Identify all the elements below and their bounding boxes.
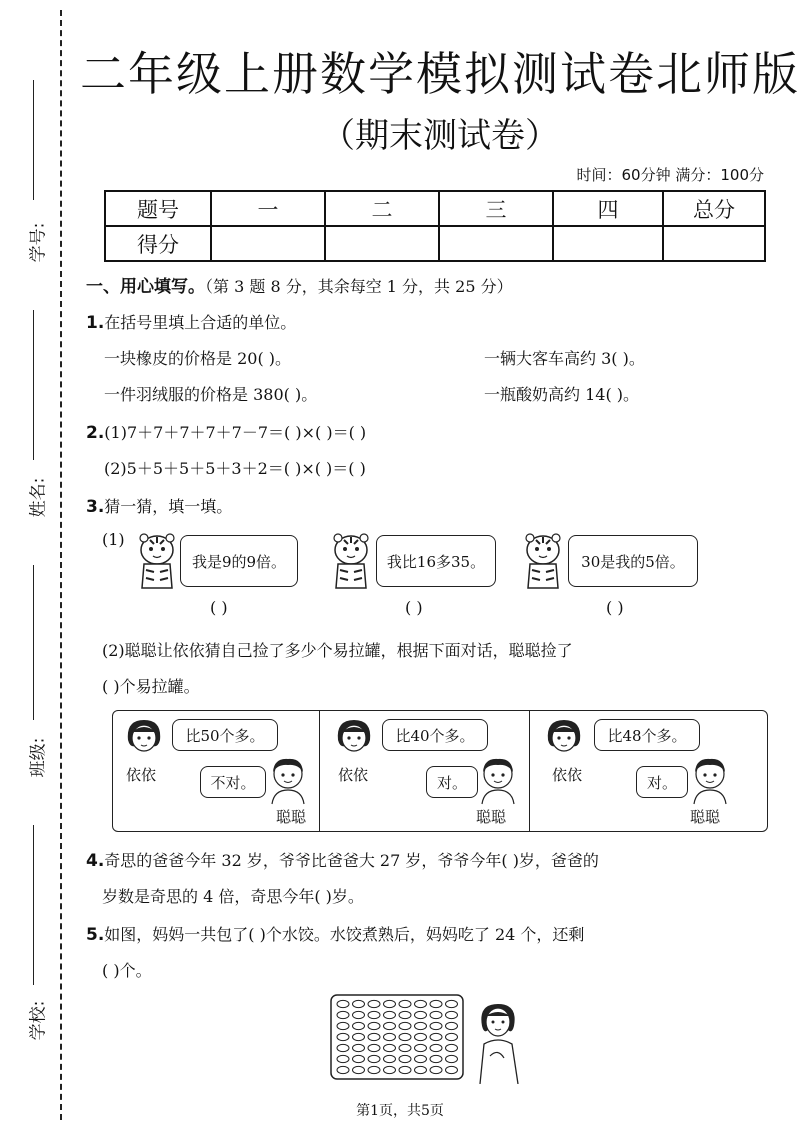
dumpling-icon [415,1011,427,1018]
dumpling-icon [415,1000,427,1007]
dumpling-icon [446,1055,458,1062]
section-title: 一、用心填写。 [86,277,205,297]
dumpling-icon [430,1055,442,1062]
question-text: 猜一猜，填一填。 [104,497,233,516]
dumpling-icon [415,1055,427,1062]
dumpling-icon [368,1066,380,1073]
girl-icon [122,716,166,760]
divider [319,711,320,831]
q1-item: 一瓶酸奶高约 14( )。 [484,385,640,404]
speech-bubble: 30是我的5倍。 [568,535,698,587]
score-input-cell[interactable] [439,226,553,261]
dumpling-icon [353,1044,365,1051]
question-number: 5. [86,925,105,945]
tiger-icon [326,532,376,592]
character-name: 依依 [126,766,157,784]
dumpling-icon [337,1055,349,1062]
page-subtitle: （期末测试卷） [321,116,559,156]
dumpling-icon [430,1022,442,1029]
question-3 [86,494,232,517]
dumpling-icon [384,1044,396,1051]
question-text: 岁数是奇思的 4 倍，奇思今年( )岁。 [102,887,364,906]
school-label: 学校: [28,1000,49,1041]
character-name: 依依 [338,766,369,784]
page-title: 二年级上册数学模拟测试卷北师版 [80,47,800,101]
q1-item: 一辆大客车高约 3( )。 [484,349,645,368]
student-id-rule [33,80,34,200]
dumpling-icon [353,1022,365,1029]
score-table-cell: 总分 [663,191,765,226]
speech-bubble: 不对。 [200,766,266,798]
divider [529,711,530,831]
dumpling-icon [399,1011,411,1018]
score-table-cell: 四 [553,191,663,226]
dumpling-icon [399,1055,411,1062]
dumpling-icon [415,1044,427,1051]
dumpling-icon [337,1000,349,1007]
score-input-cell[interactable] [663,226,765,261]
school-rule [33,825,34,985]
question-2 [86,420,366,443]
section-note: （第 3 题 8 分，其余每空 1 分，共 25 分） [205,277,513,296]
dumpling-icon [384,1066,396,1073]
score-table-header-row [105,191,765,226]
name-label: 姓名: [28,477,49,518]
dumpling-icon [353,1055,365,1062]
class-rule [33,565,34,720]
score-table-cell: 二 [325,191,439,226]
girl-icon [332,716,376,760]
boy-icon [686,756,734,806]
q3-part1-label: (1) [102,530,125,549]
dumpling-icon [368,1055,380,1062]
student-id-label: 学号: [28,222,49,263]
score-input-cell[interactable] [211,226,325,261]
question-number: 3. [86,497,105,517]
q1-item: 一件羽绒服的价格是 380( )。 [104,385,318,404]
question-1 [86,310,296,333]
dumpling-icon [384,1055,396,1062]
score-table-score-row [105,226,765,261]
dumpling-icon [368,1022,380,1029]
dumpling-icon [446,1022,458,1029]
score-input-cell[interactable] [553,226,663,261]
q3-part2-text: (2)聪聪让依依猜自己捡了多少个易拉罐，根据下面对话，聪聪捡了 [102,641,573,660]
character-name: 聪聪 [690,808,721,826]
dumpling-icon [353,1066,365,1073]
dumpling-icon [384,1033,396,1040]
girl-icon [542,716,586,760]
boy-icon [264,756,312,806]
question-text: 奇思的爸爸今年 32 岁，爷爷比爸爸大 27 岁，爷爷今年( )岁，爸爸的 [104,851,599,870]
dumpling-icon [337,1022,349,1029]
speech-bubble: 比48个多。 [594,719,700,751]
score-table [104,190,766,262]
speech-bubble: 对。 [636,766,688,798]
mother-icon [472,1000,526,1084]
tiger-icon [518,532,568,592]
section-heading [86,272,513,297]
dumpling-icon [353,1011,365,1018]
dumpling-icon [337,1066,349,1073]
score-table-cell: 得分 [105,226,211,261]
dumpling-icon [430,1066,442,1073]
question-text: 如图，妈妈一共包了( )个水饺。水饺煮熟后，妈妈吃了 24 个，还剩 [104,925,585,944]
class-label: 班级: [28,737,49,778]
dumpling-icon [368,1044,380,1051]
tiger-icon [132,532,182,592]
q1-item: 一块橡皮的价格是 20( )。 [104,349,292,368]
character-name: 依依 [552,766,583,784]
score-input-cell[interactable] [325,226,439,261]
dumpling-icon [337,1033,349,1040]
dumpling-icon [384,1022,396,1029]
question-text: 在括号里填上合适的单位。 [104,313,297,332]
dumpling-icon [399,1022,411,1029]
answer-blank[interactable]: ( ) [210,598,228,617]
binding-dashed-line [60,10,62,1120]
character-name: 聪聪 [476,808,507,826]
score-table-cell: 一 [211,191,325,226]
speech-bubble: 我是9的9倍。 [180,535,298,587]
dumpling-icon [446,1011,458,1018]
dumpling-icon [430,1011,442,1018]
dumpling-icon [446,1044,458,1051]
dumpling-icon [415,1066,427,1073]
answer-blank[interactable]: ( ) [606,598,624,617]
question-text: ( )个。 [102,961,152,980]
page-footer: 第1页，共5页 [356,1103,444,1119]
question-number: 2. [86,423,105,443]
dumpling-icon [353,1033,365,1040]
dumpling-icon [337,1044,349,1051]
score-table-cell: 题号 [105,191,211,226]
dumpling-icon [446,1000,458,1007]
dumpling-tray-icon [330,994,464,1080]
dumpling-icon [399,1066,411,1073]
dumpling-icon [399,1033,411,1040]
q3-part2-text: ( )个易拉罐。 [102,677,200,696]
question-4 [86,848,599,871]
dumpling-icon [384,1011,396,1018]
speech-bubble: 对。 [426,766,478,798]
speech-bubble: 比50个多。 [172,719,278,751]
question-5 [86,922,584,945]
dumpling-icon [368,1011,380,1018]
dumpling-icon [430,1000,442,1007]
question-number: 1. [86,313,105,333]
dumpling-icon [337,1011,349,1018]
dumpling-icon [446,1033,458,1040]
boy-icon [474,756,522,806]
answer-blank[interactable]: ( ) [405,598,423,617]
dumpling-icon [353,1000,365,1007]
dumpling-icon [384,1000,396,1007]
dumpling-icon [399,1000,411,1007]
dumpling-icon [446,1066,458,1073]
dumpling-icon [368,1000,380,1007]
name-rule [33,310,34,460]
character-name: 聪聪 [276,808,307,826]
dumpling-icon [415,1022,427,1029]
dumpling-icon [399,1044,411,1051]
q2-line: (2)5＋5＋5＋5＋3＋2＝( )×( )＝( ) [104,459,366,478]
q2-line: (1)7＋7＋7＋7＋7－7＝( )×( )＝( ) [104,423,367,442]
dumpling-icon [368,1033,380,1040]
question-number: 4. [86,851,105,871]
speech-bubble: 我比16多35。 [376,535,496,587]
dumpling-icon [430,1033,442,1040]
dumpling-icon [415,1033,427,1040]
speech-bubble: 比40个多。 [382,719,488,751]
exam-meta: 时间：60分钟 满分：100分 [576,166,764,184]
score-table-cell: 三 [439,191,553,226]
dumpling-icon [430,1044,442,1051]
